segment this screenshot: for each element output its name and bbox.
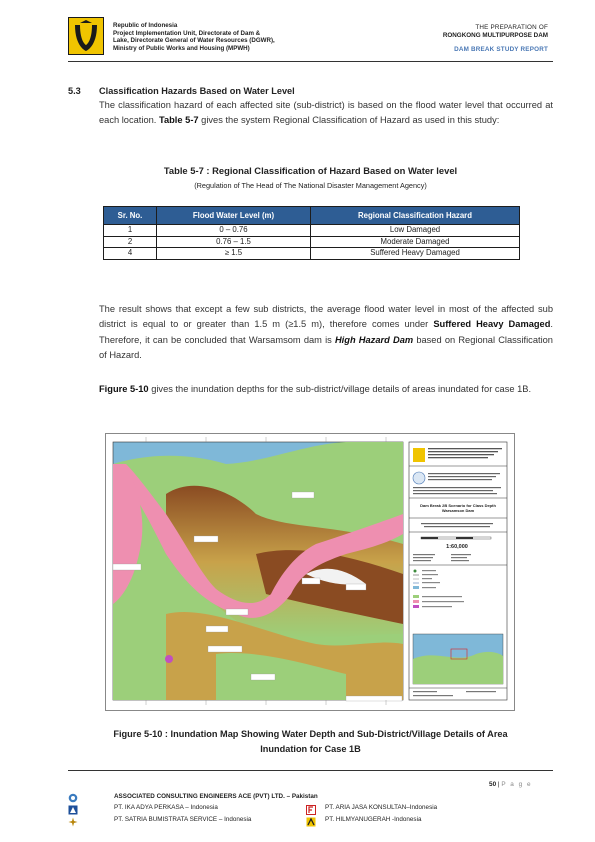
header-preparation: THE PREPARATION OF [475,24,548,31]
table-row [104,236,520,248]
footer-lead-consultant: ASSOCIATED CONSULTING ENGINEERS ACE (PVT) LTD. – Pakistan [114,793,318,800]
section-number: 5.3 [68,86,81,96]
result-paragraph [99,302,553,363]
figure-caption-line: Inundation for Case 1B [260,744,361,754]
hilmy-logo-icon [306,814,316,832]
section-heading [68,86,295,96]
table-cell: 1 [104,225,157,237]
svg-text:1:60,000: 1:60,000 [446,544,468,550]
header-dam-name: RONGKONG MULTIPURPOSE DAM [442,32,548,39]
table-header: Sr. No. [104,207,157,225]
svg-text:Warsamson Dam: Warsamson Dam [441,508,475,513]
figure-reference: Figure 5-10 [99,384,149,394]
footer-partner: PT. HILMYANUGERAH -Indonesia [325,816,422,823]
table-cell: Suffered Heavy Damaged [311,248,520,260]
result-text: . Therefore, it can be concluded that Warsamsom dam is [99,319,553,345]
header-line: Lake, Directorate General of Water Resources (DGWR), [113,37,275,45]
table-header: Regional Classification Hazard [311,207,520,225]
result-text: The result shows that except a few sub districts, the average flood water level in most of the affected sub district is equal to or greater than 1.5 m (≥1.5 m), therefore comes under [99,304,553,330]
footer-divider [68,770,553,771]
hazard-table [103,206,520,260]
table-reference: Table 5-7 [158,115,199,126]
figure-caption [68,727,553,757]
table-cell: 4 [104,248,157,260]
satria-logo-icon [68,814,78,832]
table-title: Table 5-7 : Regional Classification of Hazard Based on Water level [163,165,458,176]
inundation-map [105,433,515,711]
header-line: Republic of Indonesia [113,22,178,29]
footer-partner: PT. ARIA JASA KONSULTAN–Indonesia [325,804,438,811]
result-dam-class: High Hazard Dam [334,334,414,345]
table-cell: 2 [104,236,157,248]
section-title: Classification Hazards Based on Water Level [99,86,295,96]
table-cell: Moderate Damaged [311,236,520,248]
table-cell: 0 – 0.76 [157,225,311,237]
table-subtitle: (Regulation of The Head of The National Disaster Management Agency) [194,181,427,190]
header-issuer [113,22,303,52]
intro-text: The classification hazard of each affected site (sub-district) is based on the flood water level that occurred at each location. [99,100,553,126]
table-header: Flood Water Level (m) [157,207,311,225]
table-header-row [104,207,520,225]
inundation-map-graphic [106,434,514,710]
header-divider [68,61,553,62]
table-row [104,248,520,260]
page-label: P a g e [501,781,532,788]
section-intro [99,98,553,129]
page-number: 50 | P a g e [489,781,532,788]
result-text: based on Regional Classification of Hazard. [99,334,553,360]
table-cell: Low Damaged [311,225,520,237]
table-cell: ≥ 1.5 [157,248,311,260]
figure-paragraph [99,382,553,397]
table-row [104,225,520,237]
svg-text:Dam Break 2B Scenario for Clas: Dam Break 2B Scenario for Class Depth [420,503,496,508]
header-project [443,24,548,54]
ministry-logo [68,17,104,55]
figure-paragraph-text: gives the inundation depths for the sub-district/village details of areas inundated for case 1B. [148,384,532,394]
intro-text-end: gives the system Regional Classification of Hazard as used in this study: [198,115,500,126]
footer-partner: PT. IKA ADYA PERKASA – Indonesia [114,804,218,811]
header-line: Ministry of Public Works and Housing (MPWH) [113,44,250,52]
footer-partner: PT. SATRIA BUMISTRATA SERVICE – Indonesia [114,816,252,823]
header-report-title: DAM BREAK STUDY REPORT [454,46,548,53]
page-number-value: 50 [489,781,497,788]
figure-caption-line: Figure 5-10 : Inundation Map Showing Water Depth and Sub-District/Village Details of Area [113,729,508,739]
header-line: Project Implementation Unit, Directorate of Dam & [113,29,261,37]
result-hazard-class: Suffered Heavy Damaged [433,319,551,330]
table-cell: 0.76 – 1.5 [157,236,311,248]
